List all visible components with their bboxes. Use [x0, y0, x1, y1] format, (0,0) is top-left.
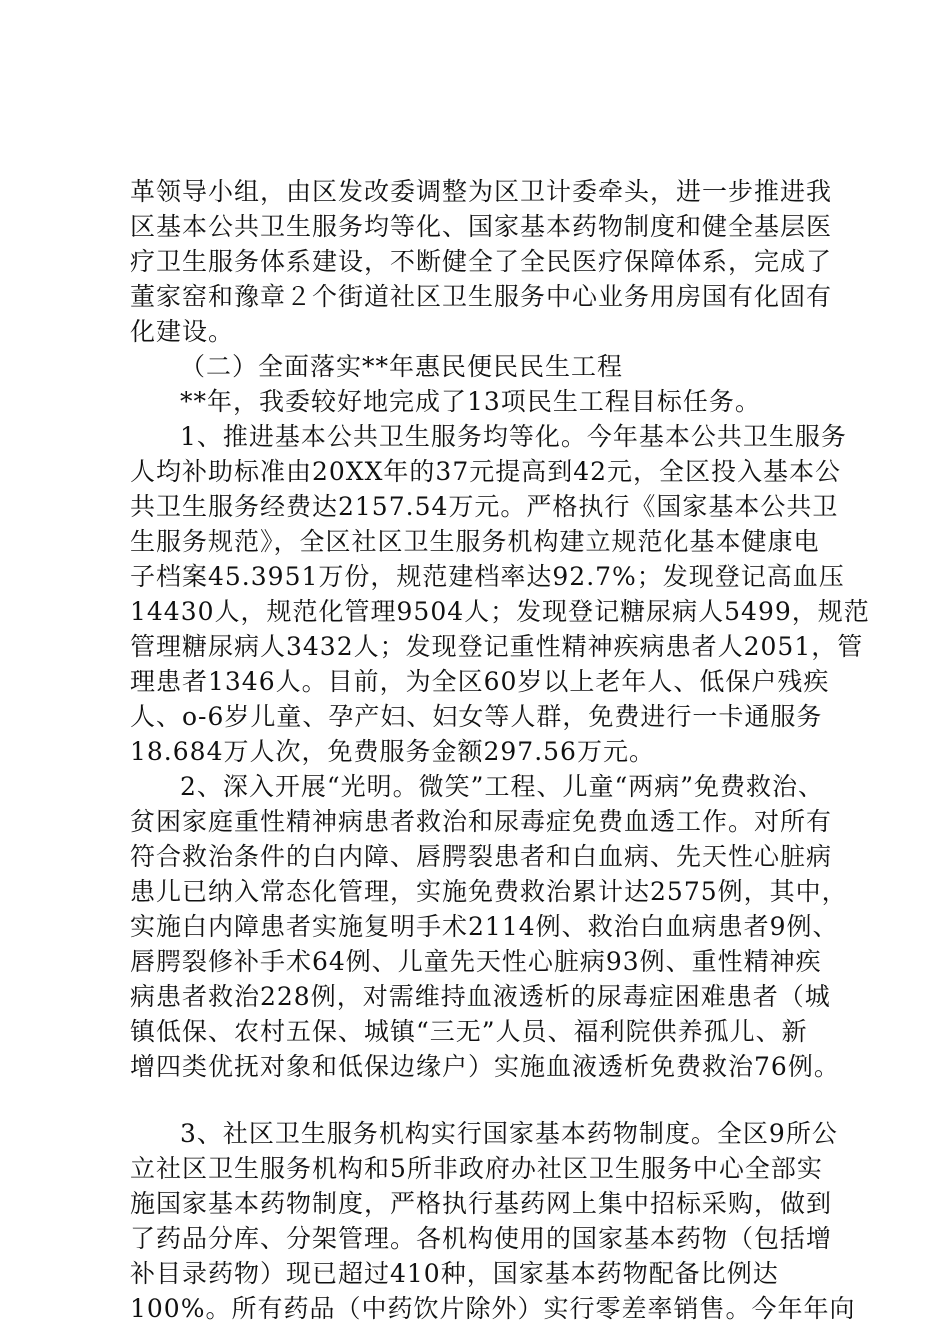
- body-line: 立社区卫生服务机构和5所非政府办社区卫生服务中心全部实: [130, 1154, 823, 1183]
- body-line: 14430人，规范化管理9504人；发现登记糖尿病人5499，规范: [130, 597, 870, 626]
- body-line: 区基本公共卫生服务均等化、国家基本药物制度和健全基层医: [130, 212, 833, 241]
- body-line: 增四类优抚对象和低保边缘户）实施血液透析免费救治76例。: [130, 1052, 840, 1081]
- body-line: 镇低保、农村五保、城镇“三无”人员、福利院供养孤儿、新: [130, 1017, 808, 1046]
- body-line: 符合救治条件的白内障、唇腭裂患者和白血病、先天性心脏病: [130, 842, 833, 871]
- body-line: 管理糖尿病人3432人；发现登记重性精神疾病患者人2051，管: [130, 632, 864, 661]
- paragraph-first-line: 3、社区卫生服务机构实行国家基本药物制度。全区9所公: [180, 1119, 838, 1148]
- body-line: **年，我委较好地完成了13项民生工程目标任务。: [180, 387, 761, 416]
- paragraph-first-line: 1、推进基本公共卫生服务均等化。今年基本公共卫生服务: [180, 422, 847, 451]
- body-line: 董家窑和豫章２个街道社区卫生服务中心业务用房国有化固有: [130, 282, 833, 311]
- paragraph-first-line: 2、深入开展“光明。微笑”工程、儿童“两病”免费救治、: [180, 772, 825, 801]
- body-line: 共卫生服务经费达2157.54万元。严格执行《国家基本公共卫: [130, 492, 839, 521]
- body-line: 补目录药物）现已超过410种，国家基本药物配备比例达: [130, 1259, 779, 1288]
- body-line: 100%。所有药品（中药饮片除外）实行零差率销售。今年年向: [130, 1294, 856, 1323]
- body-line: 了药品分库、分架管理。各机构使用的国家基本药物（包括增: [130, 1224, 833, 1253]
- body-line: 化建设。: [130, 317, 235, 346]
- body-line: 实施白内障患者实施复明手术2114例、救治白血病患者9例、: [130, 912, 839, 941]
- body-line: 疗卫生服务体系建设，不断健全了全民医疗保障体系，完成了: [130, 247, 833, 276]
- body-line: 革领导小组，由区发改委调整为区卫计委牵头，进一步推进我: [130, 177, 833, 206]
- body-line: 18.684万人次，免费服务金额297.56万元。: [130, 737, 655, 766]
- body-line: 唇腭裂修补手术64例、儿童先天性心脏病93例、重性精神疾: [130, 947, 822, 976]
- body-line: 人、o-6岁儿童、孕产妇、妇女等人群，免费进行一卡通服务: [130, 702, 823, 731]
- body-line: 子档案45.3951万份，规范建档率达92.7%；发现登记高血压: [130, 562, 845, 591]
- body-line: 患儿已纳入常态化管理，实施免费救治累计达2575例，其中，: [130, 877, 848, 906]
- body-line: 施国家基本药物制度，严格执行基药网上集中招标采购，做到: [130, 1189, 833, 1218]
- body-line: 理患者1346人。目前，为全区60岁以上老年人、低保户残疾: [130, 667, 830, 696]
- body-line: 人均补助标准由20XX年的37元提高到42元，全区投入基本公: [130, 457, 842, 486]
- body-line: 病患者救治228例，对需维持血液透析的尿毒症困难患者（城: [130, 982, 831, 1011]
- body-line: 生服务规范》，全区社区卫生服务机构建立规范化基本健康电: [130, 527, 820, 556]
- section-heading: （二）全面落实**年惠民便民民生工程: [180, 352, 624, 381]
- body-line: 贫困家庭重性精神病患者救治和尿毒症免费血透工作。对所有: [130, 807, 833, 836]
